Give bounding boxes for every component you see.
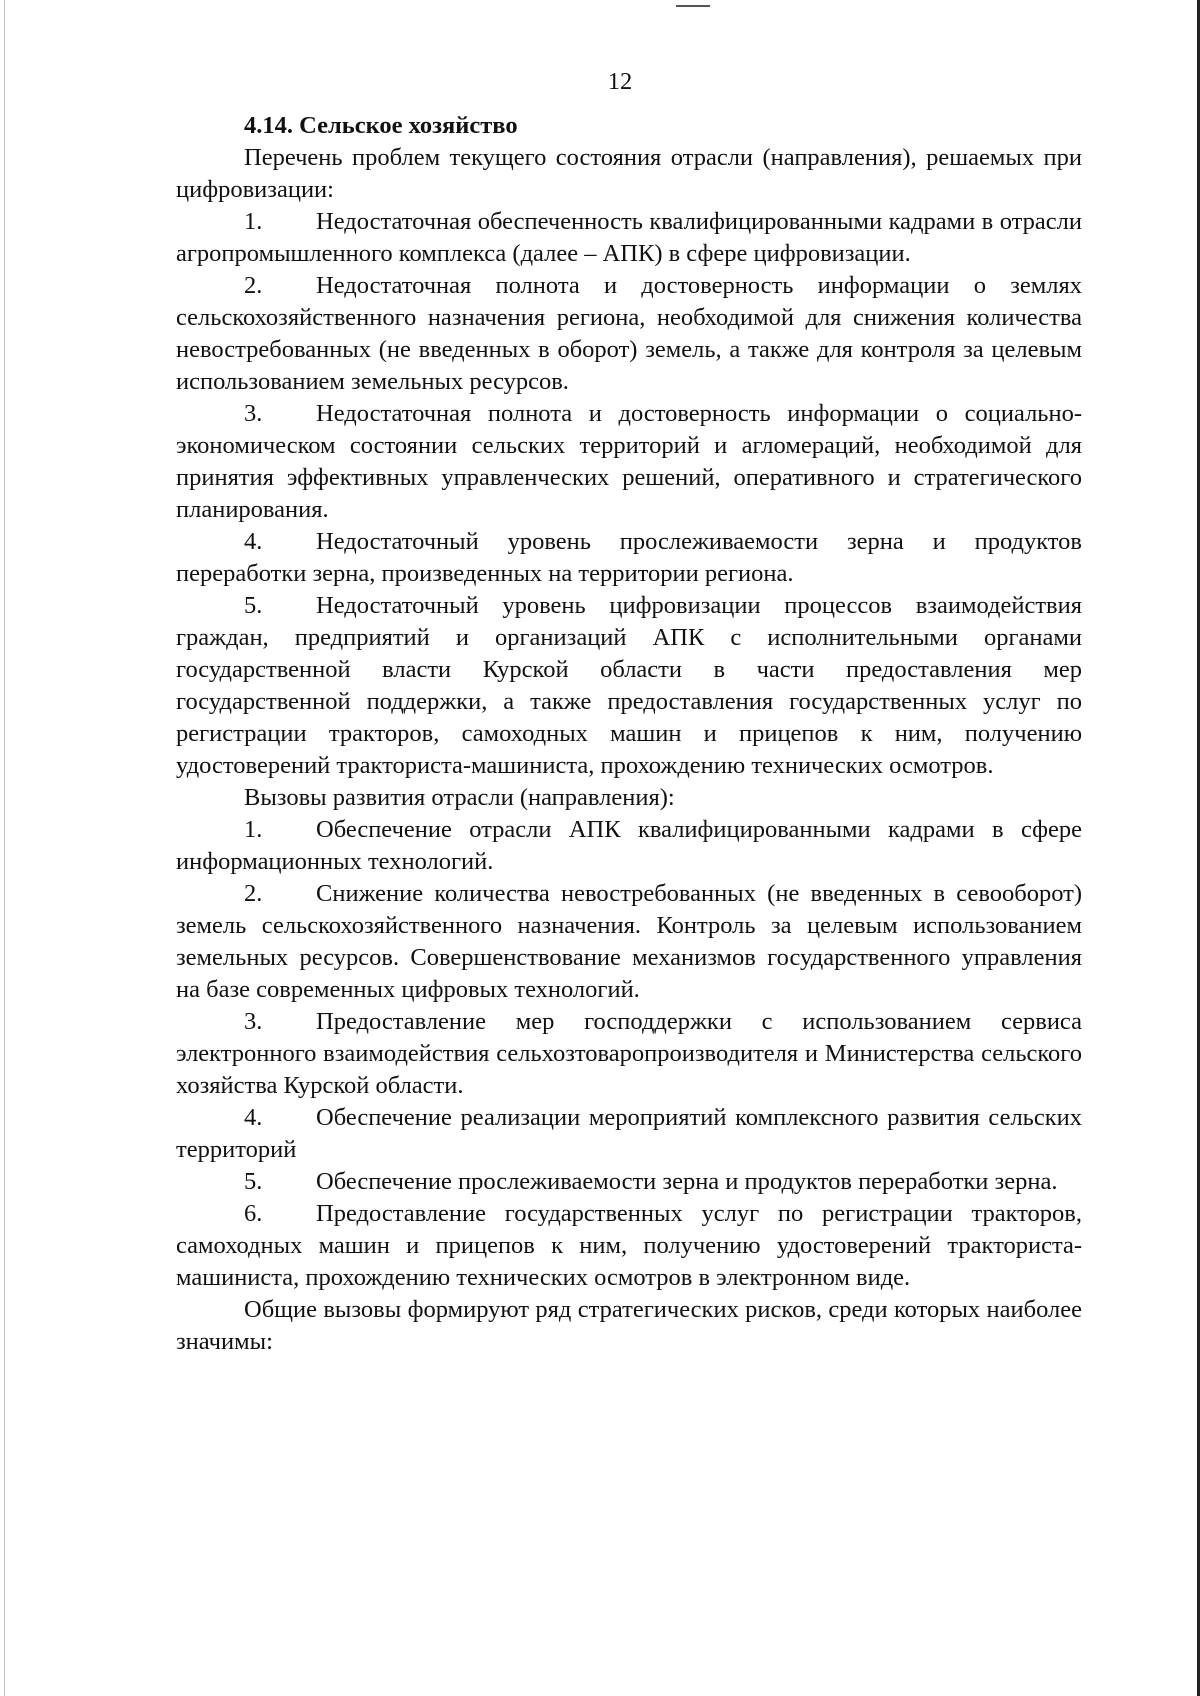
list-item-number: 2. xyxy=(244,272,263,299)
list-item-text: Снижение количества невостребованных (не введенных в севооборот) земель сельскохозяйственного назначения. Контроль за целевым использованием земельных ресурсов. Совершенствование механизмов государственного управления на базе современных цифровых технологий. xyxy=(176,880,1082,1003)
list-item xyxy=(176,398,1082,526)
section-heading: 4.14. Сельское хозяйство xyxy=(244,112,518,139)
list-item xyxy=(176,814,1082,878)
list-item-number: 4. xyxy=(244,1104,263,1131)
list-item xyxy=(176,1198,1082,1294)
list-item-text: Предоставление мер господдержки с использованием сервиса электронного взаимодействия сельхозтоваропроизводителя и Министерства сельского хозяйства Курской области. xyxy=(176,1008,1082,1099)
list-item-text: Недостаточная полнота и достоверность информации о землях сельскохозяйственного назначения региона, необходимой для снижения количества невостребованных (не введенных в оборот) земель, а также для контроля за целевым использованием земельных ресурсов. xyxy=(176,272,1082,395)
list-item xyxy=(176,206,1082,270)
problems-list xyxy=(176,206,1082,782)
list-item-text: Недостаточная обеспеченность квалифицированными кадрами в отрасли агропромышленного комплекса (далее – АПК) в сфере цифровизации. xyxy=(176,208,1082,267)
list-item-number: 1. xyxy=(244,816,263,843)
page-number: 12 xyxy=(607,68,633,95)
list-item xyxy=(176,1102,1082,1166)
list-item-text: Обеспечение прослеживаемости зерна и продуктов переработки зерна. xyxy=(316,1168,1058,1195)
scan-mark xyxy=(676,5,710,7)
list-item-number: 5. xyxy=(244,592,263,619)
list-item-number: 1. xyxy=(244,208,263,235)
document-body xyxy=(176,110,1082,1358)
list-item-number: 2. xyxy=(244,880,263,907)
list-item xyxy=(176,878,1082,1006)
list-item-number: 6. xyxy=(244,1200,263,1227)
list-item-text: Недостаточный уровень прослеживаемости зерна и продуктов переработки зерна, произведенных на территории региона. xyxy=(176,528,1082,587)
list-item-text: Обеспечение отрасли АПК квалифицированными кадрами в сфере информационных технологий. xyxy=(176,816,1082,875)
list-item-text: Недостаточная полнота и достоверность информации о социально-экономическом состоянии сельских территорий и агломераций, необходимой для принятия эффективных управленческих решений, оперативного и стратегического планирования. xyxy=(176,400,1082,523)
list-item-number: 3. xyxy=(244,400,263,427)
challenges-intro: Вызовы развития отрасли (направления): xyxy=(244,784,675,811)
list-item xyxy=(176,270,1082,398)
list-item xyxy=(176,1166,1082,1198)
list-item-number: 5. xyxy=(244,1168,263,1195)
challenges-list xyxy=(176,814,1082,1294)
scan-edge-left xyxy=(4,0,5,1696)
list-item xyxy=(176,1006,1082,1102)
list-item-text: Недостаточный уровень цифровизации процессов взаимодействия граждан, предприятий и организаций АПК с исполнительными органами государственной власти Курской области в части предоставления мер государственной поддержки, а также предоставления государственных услуг по регистрации тракторов, самоходных машин и прицепов к ним, получению удостоверений тракториста-машиниста, прохождению технических осмотров. xyxy=(176,592,1082,779)
problems-intro: Перечень проблем текущего состояния отрасли (направления), решаемых при цифровизации: xyxy=(176,144,1082,203)
list-item-number: 4. xyxy=(244,528,263,555)
list-item-number: 3. xyxy=(244,1008,263,1035)
risks-intro: Общие вызовы формируют ряд стратегических рисков, среди которых наиболее значимы: xyxy=(176,1296,1082,1355)
list-item-text: Обеспечение реализации мероприятий комплексного развития сельских территорий xyxy=(176,1104,1082,1163)
list-item xyxy=(176,590,1082,782)
list-item-text: Предоставление государственных услуг по регистрации тракторов, самоходных машин и прицепов к ним, получению удостоверений тракториста-машиниста, прохождению технических осмотров в электронном виде. xyxy=(176,1200,1082,1291)
list-item xyxy=(176,526,1082,590)
